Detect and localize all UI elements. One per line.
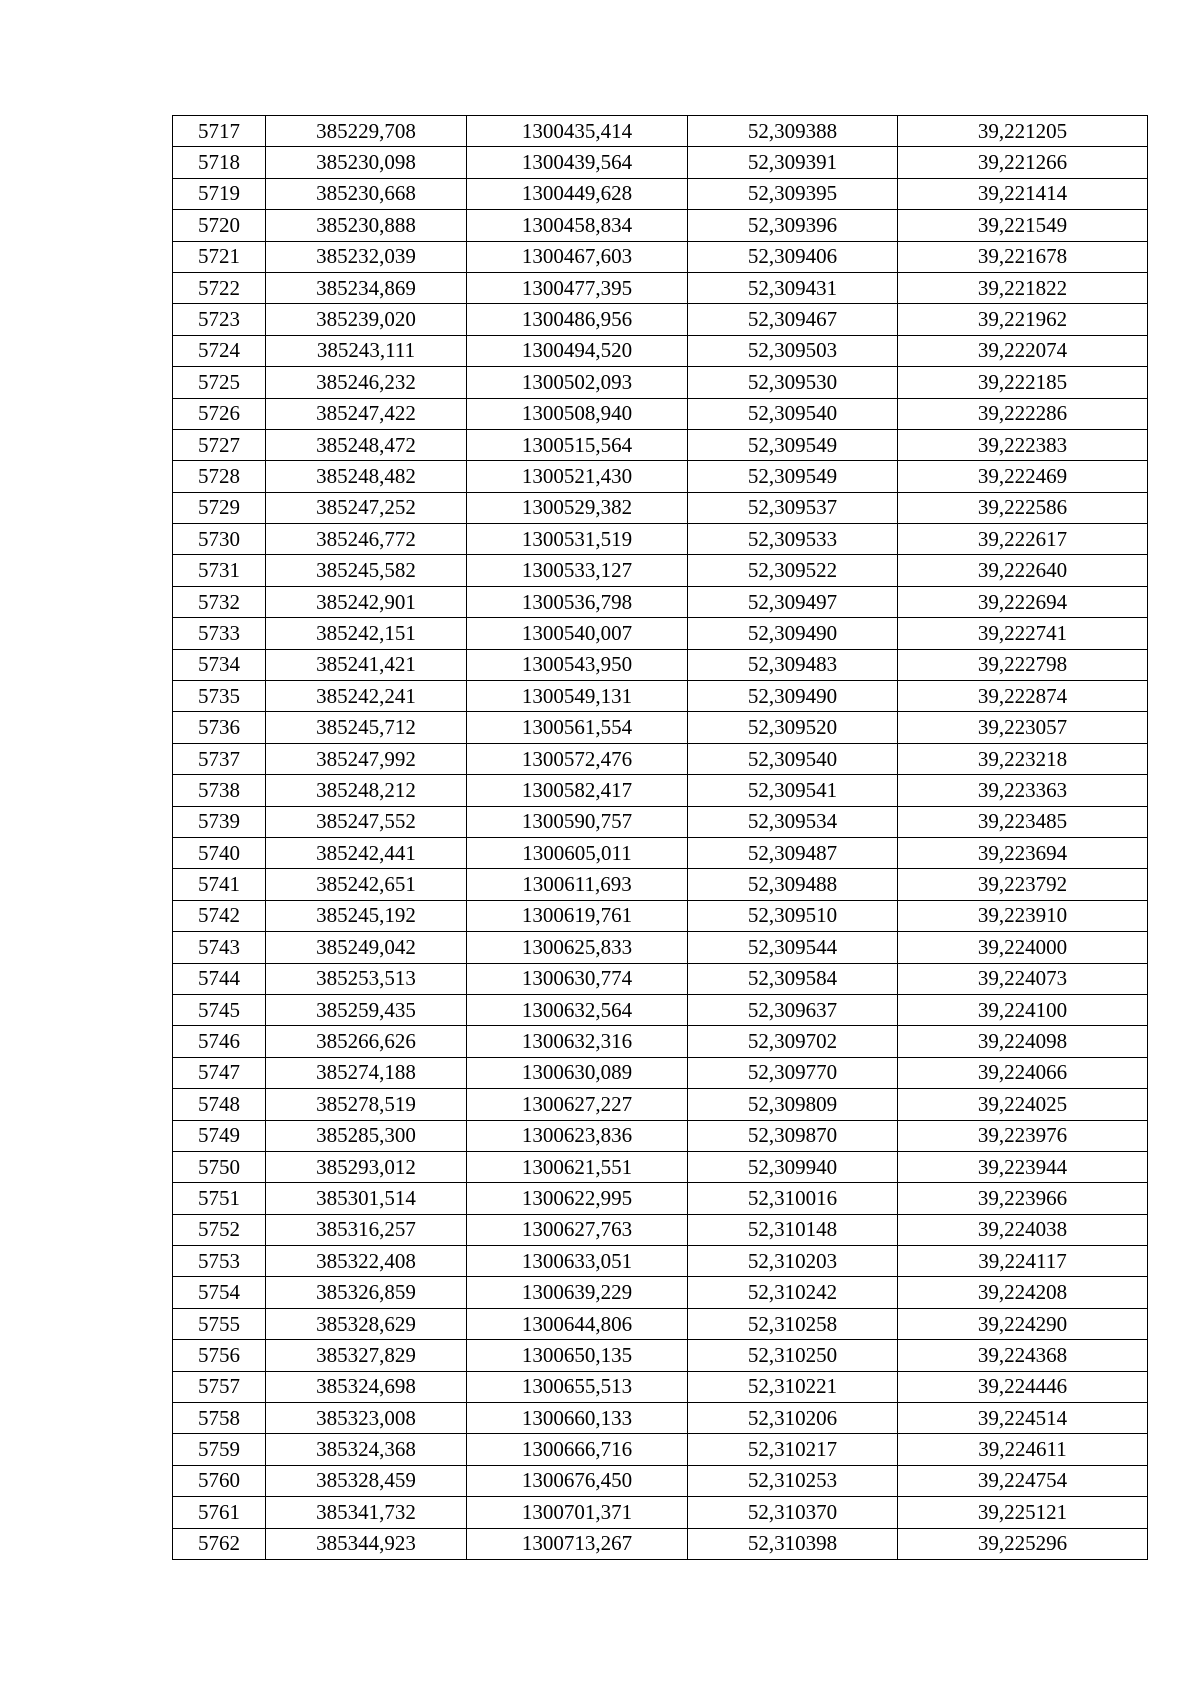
point-number-cell: 5751 <box>173 1183 266 1214</box>
y-coordinate-cell: 1300477,395 <box>467 272 688 303</box>
y-coordinate-cell: 1300633,051 <box>467 1246 688 1277</box>
point-number-cell: 5759 <box>173 1434 266 1465</box>
latitude-cell: 52,309584 <box>688 963 898 994</box>
longitude-cell: 39,225121 <box>898 1497 1148 1528</box>
longitude-cell: 39,221822 <box>898 272 1148 303</box>
y-coordinate-cell: 1300521,430 <box>467 461 688 492</box>
table-row <box>173 367 1148 398</box>
latitude-cell: 52,309487 <box>688 837 898 868</box>
point-number-cell: 5747 <box>173 1057 266 1088</box>
latitude-cell: 52,310250 <box>688 1340 898 1371</box>
x-coordinate-cell: 385242,901 <box>266 586 467 617</box>
x-coordinate-cell: 385230,668 <box>266 178 467 209</box>
longitude-cell: 39,223792 <box>898 869 1148 900</box>
point-number-cell: 5733 <box>173 618 266 649</box>
table-row <box>173 429 1148 460</box>
longitude-cell: 39,224290 <box>898 1308 1148 1339</box>
longitude-cell: 39,222741 <box>898 618 1148 649</box>
table-row <box>173 1371 1148 1402</box>
y-coordinate-cell: 1300515,564 <box>467 429 688 460</box>
latitude-cell: 52,309540 <box>688 743 898 774</box>
point-number-cell: 5725 <box>173 367 266 398</box>
table-row <box>173 1026 1148 1057</box>
y-coordinate-cell: 1300644,806 <box>467 1308 688 1339</box>
longitude-cell: 39,224025 <box>898 1089 1148 1120</box>
y-coordinate-cell: 1300508,940 <box>467 398 688 429</box>
x-coordinate-cell: 385245,582 <box>266 555 467 586</box>
x-coordinate-cell: 385246,772 <box>266 524 467 555</box>
x-coordinate-cell: 385247,252 <box>266 492 467 523</box>
latitude-cell: 52,309533 <box>688 524 898 555</box>
latitude-cell: 52,309503 <box>688 335 898 366</box>
longitude-cell: 39,222286 <box>898 398 1148 429</box>
latitude-cell: 52,309396 <box>688 210 898 241</box>
table-row <box>173 1183 1148 1214</box>
point-number-cell: 5755 <box>173 1308 266 1339</box>
x-coordinate-cell: 385324,698 <box>266 1371 467 1402</box>
table-row <box>173 1089 1148 1120</box>
latitude-cell: 52,309549 <box>688 461 898 492</box>
longitude-cell: 39,224208 <box>898 1277 1148 1308</box>
y-coordinate-cell: 1300630,089 <box>467 1057 688 1088</box>
x-coordinate-cell: 385322,408 <box>266 1246 467 1277</box>
y-coordinate-cell: 1300701,371 <box>467 1497 688 1528</box>
x-coordinate-cell: 385301,514 <box>266 1183 467 1214</box>
table-row <box>173 241 1148 272</box>
x-coordinate-cell: 385248,472 <box>266 429 467 460</box>
table-row <box>173 304 1148 335</box>
point-number-cell: 5753 <box>173 1246 266 1277</box>
y-coordinate-cell: 1300494,520 <box>467 335 688 366</box>
latitude-cell: 52,310398 <box>688 1528 898 1559</box>
x-coordinate-cell: 385326,859 <box>266 1277 467 1308</box>
latitude-cell: 52,309770 <box>688 1057 898 1088</box>
point-number-cell: 5729 <box>173 492 266 523</box>
x-coordinate-cell: 385241,421 <box>266 649 467 680</box>
latitude-cell: 52,310221 <box>688 1371 898 1402</box>
x-coordinate-cell: 385247,552 <box>266 806 467 837</box>
table-row <box>173 1151 1148 1182</box>
point-number-cell: 5758 <box>173 1403 266 1434</box>
x-coordinate-cell: 385247,422 <box>266 398 467 429</box>
point-number-cell: 5719 <box>173 178 266 209</box>
point-number-cell: 5723 <box>173 304 266 335</box>
latitude-cell: 52,310016 <box>688 1183 898 1214</box>
latitude-cell: 52,309940 <box>688 1151 898 1182</box>
y-coordinate-cell: 1300627,227 <box>467 1089 688 1120</box>
table-row <box>173 649 1148 680</box>
y-coordinate-cell: 1300572,476 <box>467 743 688 774</box>
latitude-cell: 52,309870 <box>688 1120 898 1151</box>
x-coordinate-cell: 385248,212 <box>266 775 467 806</box>
y-coordinate-cell: 1300486,956 <box>467 304 688 335</box>
longitude-cell: 39,223944 <box>898 1151 1148 1182</box>
x-coordinate-cell: 385293,012 <box>266 1151 467 1182</box>
longitude-cell: 39,224100 <box>898 994 1148 1025</box>
latitude-cell: 52,309702 <box>688 1026 898 1057</box>
latitude-cell: 52,309809 <box>688 1089 898 1120</box>
longitude-cell: 39,222617 <box>898 524 1148 555</box>
latitude-cell: 52,309541 <box>688 775 898 806</box>
point-number-cell: 5741 <box>173 869 266 900</box>
point-number-cell: 5749 <box>173 1120 266 1151</box>
point-number-cell: 5718 <box>173 147 266 178</box>
longitude-cell: 39,222383 <box>898 429 1148 460</box>
x-coordinate-cell: 385247,992 <box>266 743 467 774</box>
table-row <box>173 681 1148 712</box>
table-row <box>173 1340 1148 1371</box>
table-row <box>173 932 1148 963</box>
latitude-cell: 52,310242 <box>688 1277 898 1308</box>
latitude-cell: 52,310206 <box>688 1403 898 1434</box>
point-number-cell: 5736 <box>173 712 266 743</box>
point-number-cell: 5754 <box>173 1277 266 1308</box>
latitude-cell: 52,309549 <box>688 429 898 460</box>
longitude-cell: 39,222798 <box>898 649 1148 680</box>
table-row <box>173 1497 1148 1528</box>
x-coordinate-cell: 385344,923 <box>266 1528 467 1559</box>
longitude-cell: 39,224117 <box>898 1246 1148 1277</box>
coordinates-table-body <box>173 116 1148 1560</box>
table-row <box>173 1434 1148 1465</box>
y-coordinate-cell: 1300655,513 <box>467 1371 688 1402</box>
x-coordinate-cell: 385242,651 <box>266 869 467 900</box>
y-coordinate-cell: 1300536,798 <box>467 586 688 617</box>
point-number-cell: 5745 <box>173 994 266 1025</box>
x-coordinate-cell: 385323,008 <box>266 1403 467 1434</box>
table-row <box>173 806 1148 837</box>
y-coordinate-cell: 1300627,763 <box>467 1214 688 1245</box>
point-number-cell: 5743 <box>173 932 266 963</box>
point-number-cell: 5717 <box>173 116 266 147</box>
point-number-cell: 5739 <box>173 806 266 837</box>
y-coordinate-cell: 1300622,995 <box>467 1183 688 1214</box>
y-coordinate-cell: 1300619,761 <box>467 900 688 931</box>
table-row <box>173 869 1148 900</box>
x-coordinate-cell: 385234,869 <box>266 272 467 303</box>
y-coordinate-cell: 1300639,229 <box>467 1277 688 1308</box>
longitude-cell: 39,221414 <box>898 178 1148 209</box>
longitude-cell: 39,222074 <box>898 335 1148 366</box>
x-coordinate-cell: 385278,519 <box>266 1089 467 1120</box>
point-number-cell: 5727 <box>173 429 266 460</box>
longitude-cell: 39,223966 <box>898 1183 1148 1214</box>
table-row <box>173 1120 1148 1151</box>
longitude-cell: 39,221549 <box>898 210 1148 241</box>
point-number-cell: 5724 <box>173 335 266 366</box>
table-row <box>173 1057 1148 1088</box>
x-coordinate-cell: 385249,042 <box>266 932 467 963</box>
x-coordinate-cell: 385285,300 <box>266 1120 467 1151</box>
point-number-cell: 5746 <box>173 1026 266 1057</box>
table-row <box>173 618 1148 649</box>
y-coordinate-cell: 1300630,774 <box>467 963 688 994</box>
table-row <box>173 1465 1148 1496</box>
point-number-cell: 5762 <box>173 1528 266 1559</box>
point-number-cell: 5730 <box>173 524 266 555</box>
x-coordinate-cell: 385328,459 <box>266 1465 467 1496</box>
latitude-cell: 52,309488 <box>688 869 898 900</box>
longitude-cell: 39,221266 <box>898 147 1148 178</box>
longitude-cell: 39,222874 <box>898 681 1148 712</box>
coordinates-table <box>172 115 1148 1560</box>
latitude-cell: 52,309520 <box>688 712 898 743</box>
y-coordinate-cell: 1300632,564 <box>467 994 688 1025</box>
longitude-cell: 39,224446 <box>898 1371 1148 1402</box>
latitude-cell: 52,309483 <box>688 649 898 680</box>
longitude-cell: 39,223910 <box>898 900 1148 931</box>
longitude-cell: 39,221962 <box>898 304 1148 335</box>
latitude-cell: 52,309431 <box>688 272 898 303</box>
longitude-cell: 39,221678 <box>898 241 1148 272</box>
point-number-cell: 5744 <box>173 963 266 994</box>
longitude-cell: 39,222586 <box>898 492 1148 523</box>
latitude-cell: 52,310370 <box>688 1497 898 1528</box>
latitude-cell: 52,310253 <box>688 1465 898 1496</box>
longitude-cell: 39,222185 <box>898 367 1148 398</box>
point-number-cell: 5756 <box>173 1340 266 1371</box>
table-row <box>173 900 1148 931</box>
table-row <box>173 1528 1148 1559</box>
latitude-cell: 52,310258 <box>688 1308 898 1339</box>
y-coordinate-cell: 1300540,007 <box>467 618 688 649</box>
table-row <box>173 116 1148 147</box>
x-coordinate-cell: 385242,441 <box>266 837 467 868</box>
y-coordinate-cell: 1300439,564 <box>467 147 688 178</box>
latitude-cell: 52,309388 <box>688 116 898 147</box>
y-coordinate-cell: 1300582,417 <box>467 775 688 806</box>
point-number-cell: 5726 <box>173 398 266 429</box>
table-row <box>173 272 1148 303</box>
x-coordinate-cell: 385245,192 <box>266 900 467 931</box>
latitude-cell: 52,309510 <box>688 900 898 931</box>
table-row <box>173 1277 1148 1308</box>
latitude-cell: 52,309537 <box>688 492 898 523</box>
x-coordinate-cell: 385327,829 <box>266 1340 467 1371</box>
y-coordinate-cell: 1300531,519 <box>467 524 688 555</box>
point-number-cell: 5721 <box>173 241 266 272</box>
table-row <box>173 775 1148 806</box>
longitude-cell: 39,224038 <box>898 1214 1148 1245</box>
x-coordinate-cell: 385253,513 <box>266 963 467 994</box>
longitude-cell: 39,224611 <box>898 1434 1148 1465</box>
point-number-cell: 5757 <box>173 1371 266 1402</box>
point-number-cell: 5748 <box>173 1089 266 1120</box>
table-row <box>173 398 1148 429</box>
x-coordinate-cell: 385328,629 <box>266 1308 467 1339</box>
point-number-cell: 5750 <box>173 1151 266 1182</box>
y-coordinate-cell: 1300435,414 <box>467 116 688 147</box>
y-coordinate-cell: 1300623,836 <box>467 1120 688 1151</box>
latitude-cell: 52,309534 <box>688 806 898 837</box>
table-row <box>173 461 1148 492</box>
x-coordinate-cell: 385230,888 <box>266 210 467 241</box>
longitude-cell: 39,223976 <box>898 1120 1148 1151</box>
table-row <box>173 586 1148 617</box>
latitude-cell: 52,309522 <box>688 555 898 586</box>
y-coordinate-cell: 1300713,267 <box>467 1528 688 1559</box>
longitude-cell: 39,222469 <box>898 461 1148 492</box>
point-number-cell: 5728 <box>173 461 266 492</box>
y-coordinate-cell: 1300449,628 <box>467 178 688 209</box>
x-coordinate-cell: 385242,151 <box>266 618 467 649</box>
table-row <box>173 178 1148 209</box>
table-row <box>173 743 1148 774</box>
x-coordinate-cell: 385242,241 <box>266 681 467 712</box>
table-row <box>173 147 1148 178</box>
latitude-cell: 52,309544 <box>688 932 898 963</box>
table-row <box>173 210 1148 241</box>
y-coordinate-cell: 1300650,135 <box>467 1340 688 1371</box>
table-row <box>173 524 1148 555</box>
x-coordinate-cell: 385324,368 <box>266 1434 467 1465</box>
x-coordinate-cell: 385248,482 <box>266 461 467 492</box>
y-coordinate-cell: 1300543,950 <box>467 649 688 680</box>
point-number-cell: 5720 <box>173 210 266 241</box>
latitude-cell: 52,310217 <box>688 1434 898 1465</box>
longitude-cell: 39,224098 <box>898 1026 1148 1057</box>
x-coordinate-cell: 385229,708 <box>266 116 467 147</box>
latitude-cell: 52,309467 <box>688 304 898 335</box>
latitude-cell: 52,309391 <box>688 147 898 178</box>
longitude-cell: 39,223694 <box>898 837 1148 868</box>
point-number-cell: 5722 <box>173 272 266 303</box>
y-coordinate-cell: 1300605,011 <box>467 837 688 868</box>
y-coordinate-cell: 1300458,834 <box>467 210 688 241</box>
longitude-cell: 39,224073 <box>898 963 1148 994</box>
x-coordinate-cell: 385245,712 <box>266 712 467 743</box>
table-row <box>173 712 1148 743</box>
x-coordinate-cell: 385341,732 <box>266 1497 467 1528</box>
point-number-cell: 5760 <box>173 1465 266 1496</box>
x-coordinate-cell: 385259,435 <box>266 994 467 1025</box>
x-coordinate-cell: 385239,020 <box>266 304 467 335</box>
table-row <box>173 555 1148 586</box>
longitude-cell: 39,224368 <box>898 1340 1148 1371</box>
point-number-cell: 5737 <box>173 743 266 774</box>
x-coordinate-cell: 385266,626 <box>266 1026 467 1057</box>
latitude-cell: 52,309406 <box>688 241 898 272</box>
longitude-cell: 39,224514 <box>898 1403 1148 1434</box>
y-coordinate-cell: 1300666,716 <box>467 1434 688 1465</box>
longitude-cell: 39,223485 <box>898 806 1148 837</box>
table-row <box>173 335 1148 366</box>
table-row <box>173 1308 1148 1339</box>
longitude-cell: 39,221205 <box>898 116 1148 147</box>
x-coordinate-cell: 385232,039 <box>266 241 467 272</box>
y-coordinate-cell: 1300502,093 <box>467 367 688 398</box>
x-coordinate-cell: 385316,257 <box>266 1214 467 1245</box>
longitude-cell: 39,222640 <box>898 555 1148 586</box>
y-coordinate-cell: 1300676,450 <box>467 1465 688 1496</box>
latitude-cell: 52,310148 <box>688 1214 898 1245</box>
point-number-cell: 5740 <box>173 837 266 868</box>
longitude-cell: 39,223363 <box>898 775 1148 806</box>
latitude-cell: 52,309490 <box>688 618 898 649</box>
table-row <box>173 1246 1148 1277</box>
y-coordinate-cell: 1300660,133 <box>467 1403 688 1434</box>
table-row <box>173 492 1148 523</box>
y-coordinate-cell: 1300621,551 <box>467 1151 688 1182</box>
y-coordinate-cell: 1300533,127 <box>467 555 688 586</box>
latitude-cell: 52,309490 <box>688 681 898 712</box>
point-number-cell: 5732 <box>173 586 266 617</box>
latitude-cell: 52,309530 <box>688 367 898 398</box>
point-number-cell: 5731 <box>173 555 266 586</box>
longitude-cell: 39,223057 <box>898 712 1148 743</box>
point-number-cell: 5734 <box>173 649 266 680</box>
longitude-cell: 39,224754 <box>898 1465 1148 1496</box>
x-coordinate-cell: 385274,188 <box>266 1057 467 1088</box>
y-coordinate-cell: 1300625,833 <box>467 932 688 963</box>
x-coordinate-cell: 385246,232 <box>266 367 467 398</box>
table-row <box>173 837 1148 868</box>
point-number-cell: 5738 <box>173 775 266 806</box>
table-row <box>173 994 1148 1025</box>
longitude-cell: 39,223218 <box>898 743 1148 774</box>
latitude-cell: 52,309637 <box>688 994 898 1025</box>
longitude-cell: 39,225296 <box>898 1528 1148 1559</box>
longitude-cell: 39,224000 <box>898 932 1148 963</box>
latitude-cell: 52,309395 <box>688 178 898 209</box>
latitude-cell: 52,309540 <box>688 398 898 429</box>
table-row <box>173 1214 1148 1245</box>
table-row <box>173 1403 1148 1434</box>
latitude-cell: 52,309497 <box>688 586 898 617</box>
y-coordinate-cell: 1300611,693 <box>467 869 688 900</box>
y-coordinate-cell: 1300590,757 <box>467 806 688 837</box>
y-coordinate-cell: 1300549,131 <box>467 681 688 712</box>
point-number-cell: 5742 <box>173 900 266 931</box>
y-coordinate-cell: 1300529,382 <box>467 492 688 523</box>
longitude-cell: 39,224066 <box>898 1057 1148 1088</box>
latitude-cell: 52,310203 <box>688 1246 898 1277</box>
point-number-cell: 5752 <box>173 1214 266 1245</box>
table-row <box>173 963 1148 994</box>
x-coordinate-cell: 385230,098 <box>266 147 467 178</box>
y-coordinate-cell: 1300561,554 <box>467 712 688 743</box>
longitude-cell: 39,222694 <box>898 586 1148 617</box>
y-coordinate-cell: 1300467,603 <box>467 241 688 272</box>
point-number-cell: 5761 <box>173 1497 266 1528</box>
point-number-cell: 5735 <box>173 681 266 712</box>
x-coordinate-cell: 385243,111 <box>266 335 467 366</box>
y-coordinate-cell: 1300632,316 <box>467 1026 688 1057</box>
